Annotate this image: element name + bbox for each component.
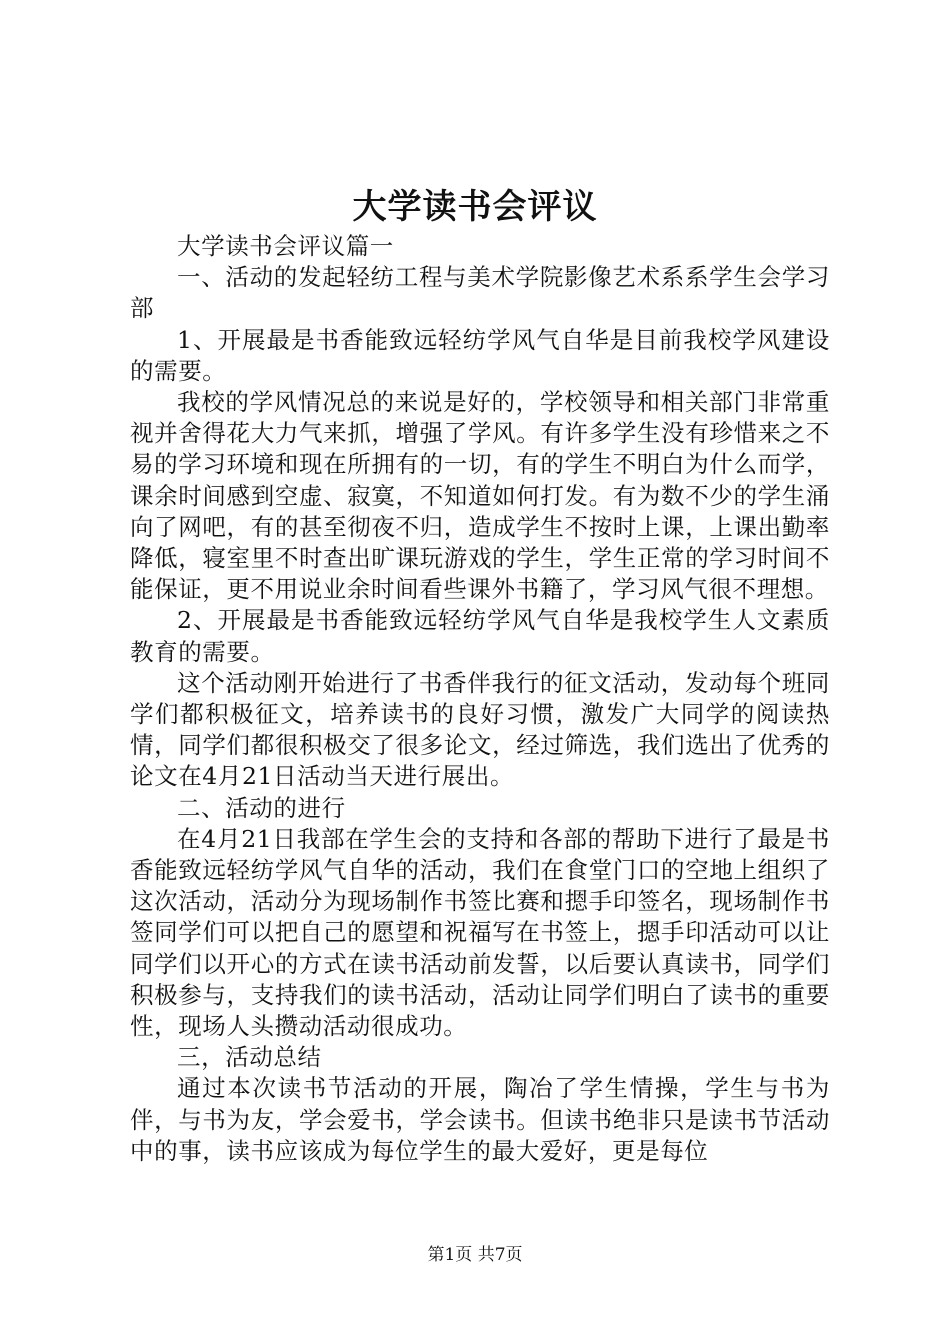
paragraph-summary: 通过本次读书节活动的开展，陶冶了学生情操，学生与书为伴，与书为友，学会爱书，学会读书。但读书绝非只是读书节活动中的事，读书应该成为每位学生的最大爱好，更是每位: [130, 1074, 830, 1165]
paragraph-study-atmosphere: 我校的学风情况总的来说是好的，学校领导和相关部门非常重视并舍得花大力气来抓，增强了学风。有许多学生没有珍惜来之不易的学习环境和现在所拥有的一切，有的学生不明白为什么而学，课余时间感到空虚、寂寞，不知道如何打发。有为数不少的学生涌向了网吧，有的甚至彻夜不归，造成学生不按时上课，上课出勤率降低，寝室里不时查出旷课玩游戏的学生，学生正常的学习时间不能保证，更不用说业余时间看些课外书籍了，学习风气很不理想。: [130, 388, 830, 604]
paragraph-event-details: 在4月21日我部在学生会的支持和各部的帮助下进行了最是书香能致远轻纺学风气自华的活动，我们在食堂门口的空地上组织了这次活动，活动分为现场制作书签比赛和摁手印签名，现场制作书签同学们可以把自己的愿望和祝福写在书签上，摁手印活动可以让同学们以开心的方式在读书活动前发誓，以后要认真读书，同学们积极参与，支持我们的读书活动，活动让同学们明白了读书的重要性，现场人头攒动活动很成功。: [130, 824, 830, 1041]
section-heading-progress: 二、活动的进行: [177, 793, 346, 822]
document-title: 大学读书会评议: [352, 187, 598, 227]
section-heading-summary: 三，活动总结: [177, 1043, 322, 1072]
paragraph-essay-activity: 这个活动刚开始进行了书香伴我行的征文活动，发动每个班同学们都积极征文，培养读书的良好习惯，激发广大同学的阅读热情，同学们都很积极交了很多论文，经过筛选，我们选出了优秀的论文在4月21日活动当天进行展出。: [130, 668, 830, 791]
heading-part-one: 大学读书会评议篇一: [177, 232, 394, 260]
paragraph-point-1: 1、开展最是书香能致远轻纺学风气自华是目前我校学风建设的需要。: [130, 325, 830, 385]
paragraph-point-2: 2、开展最是书香能致远轻纺学风气自华是我校学生人文素质教育的需要。: [130, 606, 830, 666]
document-body: [130, 231, 830, 1167]
page-footer: 第1页 共7页: [427, 1245, 523, 1265]
section-heading-origin: 一、活动的发起轻纺工程与美术学院影像艺术系系学生会学习部: [130, 263, 830, 323]
